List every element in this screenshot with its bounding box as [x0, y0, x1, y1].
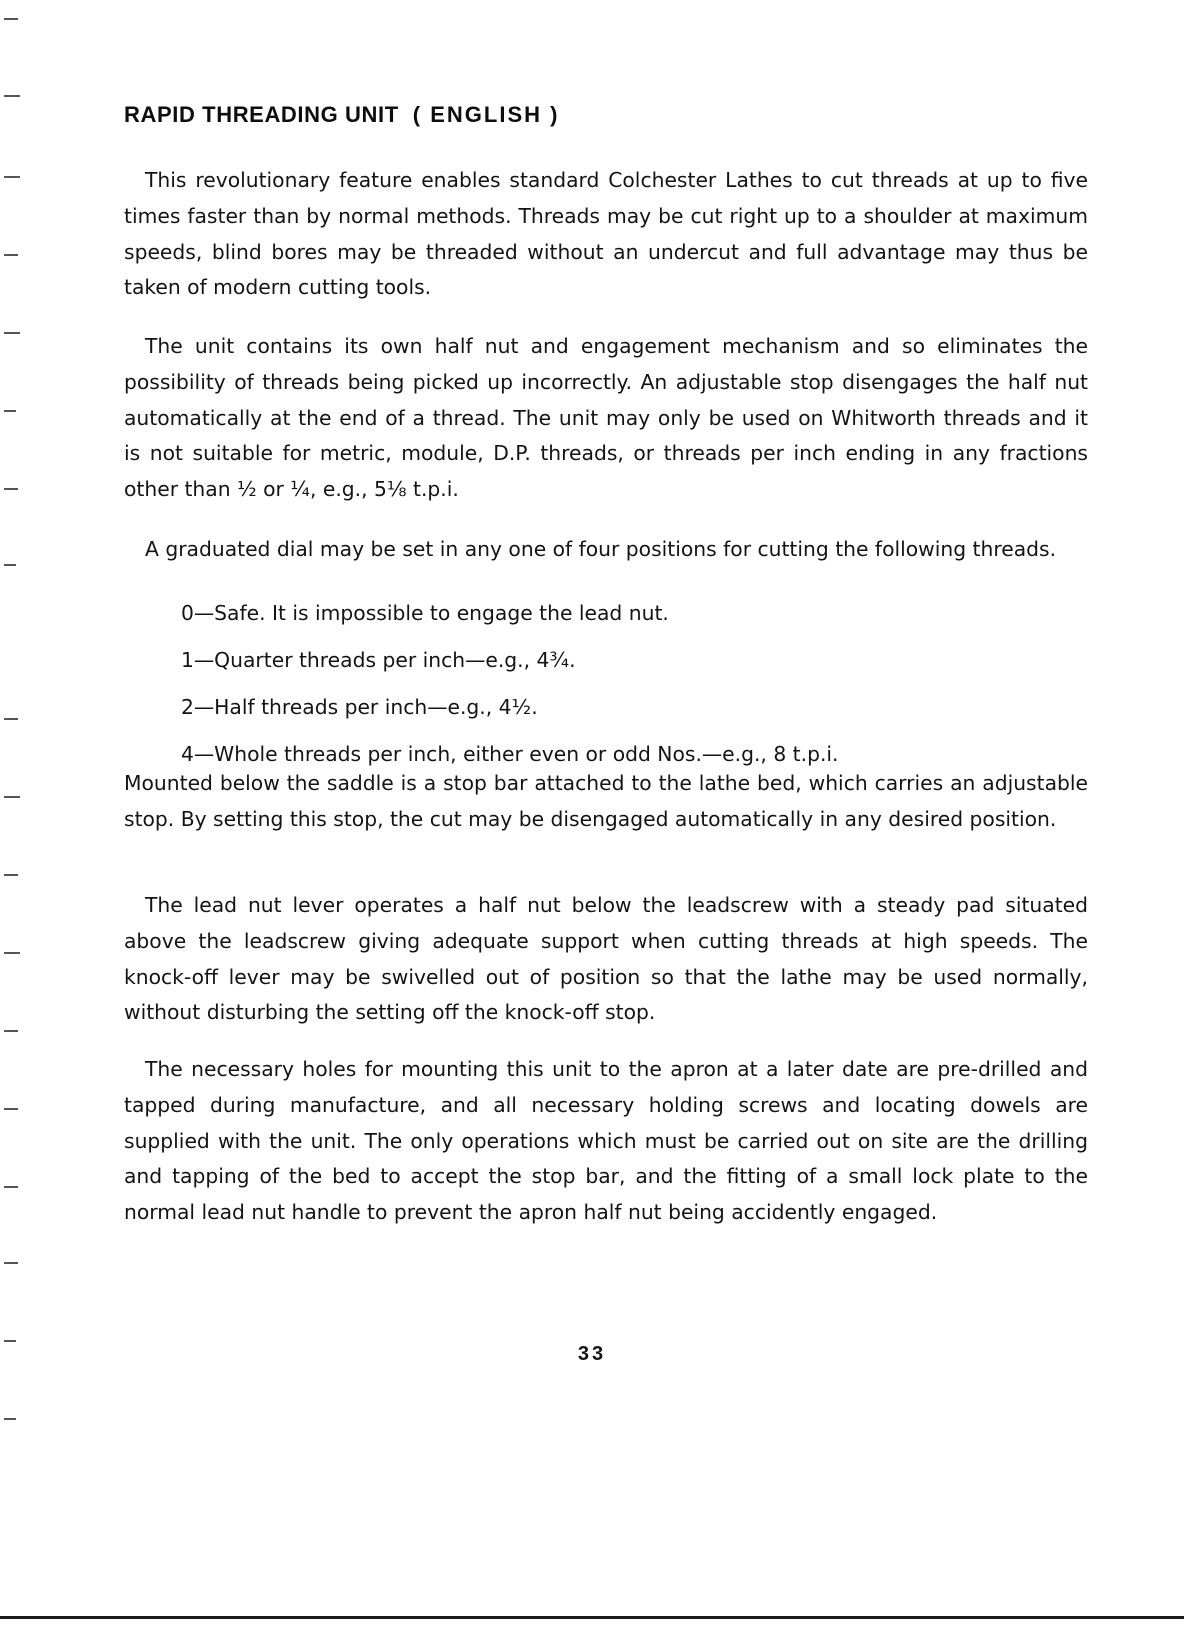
margin-mark [4, 564, 16, 566]
margin-mark [4, 1108, 18, 1110]
dial-positions-list [181, 590, 838, 778]
paragraph-mounting: The necessary holes for mounting this unit to the apron at a later date are pre-drilled and tapped during manufacture, and all necessary holding screws and locating dowels are supplied with the unit. The only operations which must be carried out on site are the drilling and tapping of the bed to accept the stop bar, and the fitting of a small lock plate to the normal lead nut handle to prevent the apron half nut being accidently engaged. [124, 1057, 1088, 1225]
margin-mark [4, 718, 18, 720]
paragraph-graduated-dial: A graduated dial may be set in any one of four positions for cutting the following threads. [145, 537, 1057, 561]
paragraph-unit-mechanism: The unit contains its own half nut and engagement mechanism and so eliminates the possibility of threads being picked up incorrectly. An adjustable stop disengages the half nut automatically at the end of a thread. The unit may only be used on Whitworth threads and it is not suitable for metric, module, D.P. threads, or threads per inch ending in any fractions other than ½ or ¼, e.g., 5⅛ t.p.i. [124, 334, 1088, 502]
paragraph-stop-bar: Mounted below the saddle is a stop bar attached to the lathe bed, which carries an adjustable stop. By setting this stop, the cut may be disengaged automatically in any desired position. [124, 771, 1088, 831]
list-item: 1—Quarter threads per inch—e.g., 4¾. [181, 648, 576, 672]
margin-mark [4, 1418, 16, 1420]
margin-mark [4, 874, 18, 876]
paragraph-intro: This revolutionary feature enables standard Colchester Lathes to cut threads at up to five times faster than by normal methods. Threads may be cut right up to a shoulder at maximum speeds, blind bores may be threaded without an undercut and full advantage may thus be taken of modern cutting tools. [124, 168, 1088, 300]
heading-subtitle: ( ENGLISH ) [412, 102, 560, 127]
margin-mark [4, 410, 16, 412]
bottom-rule [0, 1616, 1184, 1619]
paragraph-lead-nut-lever: The lead nut lever operates a half nut below the leadscrew with a steady pad situated above the leadscrew giving adequate support when cutting threads at high speeds. The knock-off lever may be swivelled out of position so that the lathe may be used normally, without disturbing the setting off the knock-off stop. [124, 893, 1088, 1025]
section-heading [124, 102, 559, 128]
margin-mark [4, 1340, 16, 1342]
margin-mark [4, 176, 20, 178]
heading-title: RAPID THREADING UNIT [124, 102, 399, 127]
margin-mark [4, 1262, 18, 1264]
margin-mark [4, 332, 20, 334]
list-item: 0—Safe. It is impossible to engage the lead nut. [181, 601, 669, 625]
margin-mark [4, 254, 18, 256]
margin-mark [4, 95, 20, 97]
list-item: 4—Whole threads per inch, either even or odd Nos.—e.g., 8 t.p.i. [181, 742, 839, 766]
list-item: 2—Half threads per inch—e.g., 4½. [181, 695, 538, 719]
page-number: 33 [577, 1343, 607, 1365]
margin-mark [4, 796, 20, 798]
margin-mark [4, 952, 20, 954]
margin-mark [4, 488, 18, 490]
margin-mark [4, 18, 18, 20]
margin-mark [4, 1186, 18, 1188]
margin-mark [4, 1030, 18, 1032]
